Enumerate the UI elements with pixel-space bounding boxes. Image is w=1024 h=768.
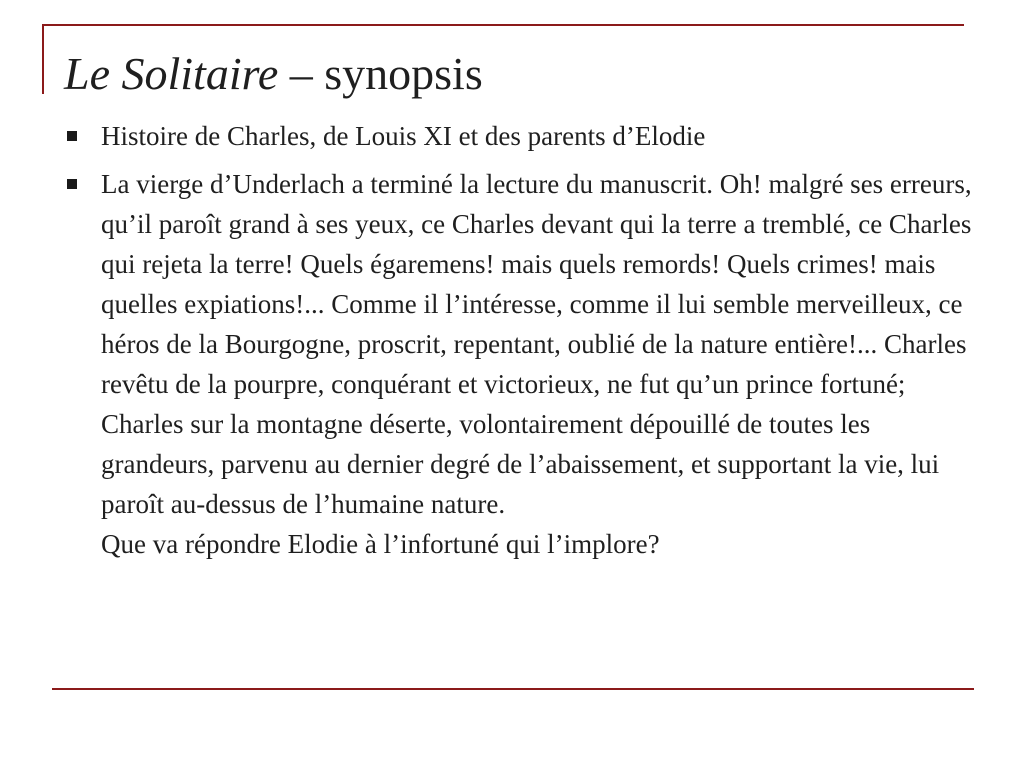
square-bullet-icon xyxy=(67,131,77,141)
frame-bottom-rule xyxy=(52,688,974,690)
slide-title-italic: Le Solitaire xyxy=(64,48,279,99)
frame-left-rule xyxy=(42,24,44,94)
bullet-text-1: Histoire de Charles, de Louis XI et des parents d’Elodie xyxy=(101,121,706,151)
bullet-item-2 xyxy=(64,164,974,564)
bullet-text-2-continuation: Que va répondre Elodie à l’infortuné qui l’implore? xyxy=(101,529,660,559)
slide-content xyxy=(64,116,974,572)
frame-top-rule xyxy=(42,24,964,26)
bullet-text-2: La vierge d’Underlach a terminé la lecture du manuscrit. Oh! malgré ses erreurs, qu’il paroît grand à ses yeux, ce Charles devant qui la terre a tremblé, ce Charles qui rejeta la terre! Quels égaremens! mais quels remords! Quels crimes! mais quelles expiations!... Comme il l’intéresse, comme il lui semble merveilleux, ce héros de la Bourgogne, proscrit, repentant, oublié de la nature entière!... Charles revêtu de la pourpre, conquérant et victorieux, ne fut qu’un prince fortuné; Charles sur la montagne déserte, volontairement dépouillé de toutes les grandeurs, parvenu au dernier degré de l’abaissement, et supportant la vie, lui paroît au-dessus de l’humaine nature. xyxy=(101,169,972,519)
slide-title xyxy=(64,44,483,104)
bullet-item-1 xyxy=(64,116,974,156)
square-bullet-icon xyxy=(67,179,77,189)
slide-title-rest: – synopsis xyxy=(278,48,483,99)
